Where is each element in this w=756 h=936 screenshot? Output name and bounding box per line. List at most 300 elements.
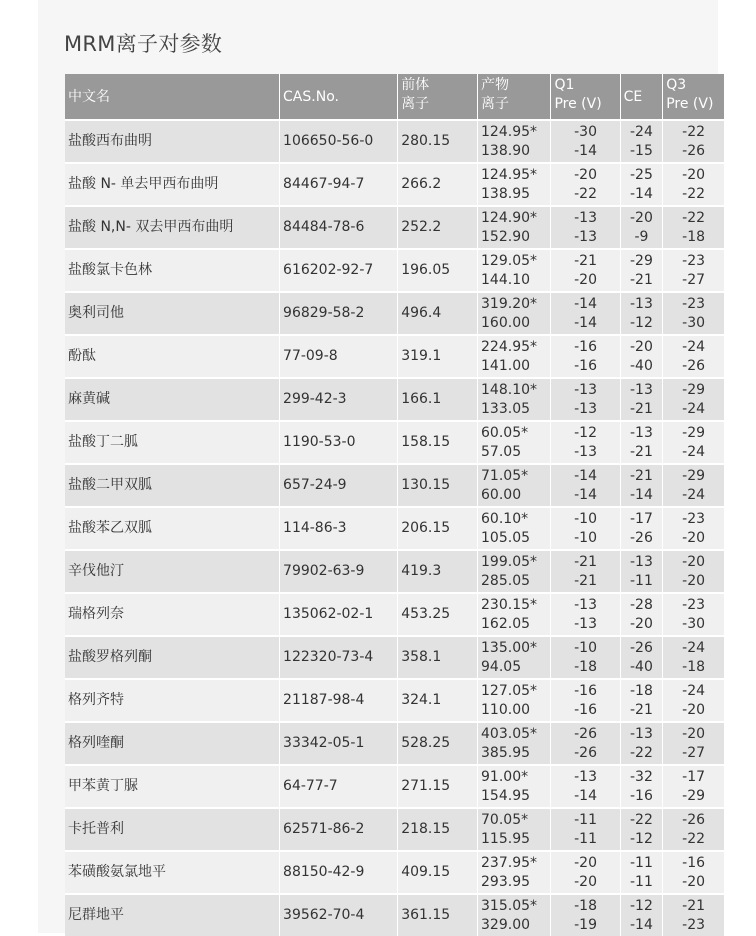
ce-secondary: -16 xyxy=(629,787,653,804)
q3-secondary: -29 xyxy=(682,787,706,804)
q1-primary: -13 xyxy=(574,209,597,226)
ce-secondary: -14 xyxy=(629,486,653,503)
ce-primary: -22 xyxy=(629,811,653,828)
product-secondary: 138.95 xyxy=(481,185,531,202)
q1-secondary: -26 xyxy=(574,744,597,761)
table-row xyxy=(65,893,725,936)
ce-primary: -28 xyxy=(629,596,653,613)
cell-cas: 77-09-8 xyxy=(280,334,398,377)
product-secondary: 152.90 xyxy=(481,228,531,245)
product-primary: 135.00* xyxy=(481,639,538,656)
ce-primary: -11 xyxy=(629,854,653,871)
cell-ce xyxy=(621,850,664,893)
q3-primary: -17 xyxy=(682,768,706,785)
cell-ce xyxy=(621,162,664,205)
q1-secondary: -20 xyxy=(574,271,597,288)
product-secondary: 293.95 xyxy=(481,873,531,890)
cell-q1 xyxy=(551,248,620,291)
table-row xyxy=(65,764,725,807)
cell-precursor: 196.05 xyxy=(398,248,478,291)
cell-name: 盐酸 N,N- 双去甲西布曲明 xyxy=(65,205,280,248)
cell-name: 奥利司他 xyxy=(65,291,280,334)
cell-cas: 106650-56-0 xyxy=(280,119,398,162)
product-primary: 129.05* xyxy=(481,252,538,269)
table-row xyxy=(65,721,725,764)
q1-secondary: -11 xyxy=(574,830,597,847)
cell-ce xyxy=(621,334,664,377)
q3-primary: -16 xyxy=(682,854,706,871)
ce-secondary: -21 xyxy=(629,400,653,417)
cell-ce xyxy=(621,893,664,936)
ce-secondary: -22 xyxy=(629,744,653,761)
cell-ce xyxy=(621,506,664,549)
cell-product xyxy=(478,334,551,377)
cell-precursor: 319.1 xyxy=(398,334,478,377)
cell-product xyxy=(478,291,551,334)
ce-secondary: -26 xyxy=(629,529,653,546)
q1-primary: -14 xyxy=(574,295,597,312)
ce-primary: -12 xyxy=(629,897,653,914)
cell-name: 尼群地平 xyxy=(65,893,280,936)
cell-precursor: 358.1 xyxy=(398,635,478,678)
cell-name: 甲苯黄丁脲 xyxy=(65,764,280,807)
ce-primary: -24 xyxy=(629,123,653,140)
cell-product xyxy=(478,678,551,721)
cell-product xyxy=(478,764,551,807)
product-primary: 319.20* xyxy=(481,295,538,312)
table-row xyxy=(65,119,725,162)
product-secondary: 60.00 xyxy=(481,486,522,503)
ce-primary: -20 xyxy=(629,338,653,355)
cell-q1 xyxy=(551,549,620,592)
product-primary: 403.05* xyxy=(481,725,538,742)
cell-q1 xyxy=(551,377,620,420)
product-primary: 127.05* xyxy=(481,682,538,699)
q1-primary: -26 xyxy=(574,725,597,742)
q1-secondary: -16 xyxy=(574,357,597,374)
cell-ce xyxy=(621,678,664,721)
q3-secondary: -20 xyxy=(682,572,706,589)
ce-secondary: -15 xyxy=(629,142,653,159)
cell-precursor: 496.4 xyxy=(398,291,478,334)
q1-secondary: -13 xyxy=(574,443,597,460)
q3-primary: -29 xyxy=(682,381,706,398)
q3-secondary: -23 xyxy=(682,916,706,933)
ce-primary: -13 xyxy=(629,424,653,441)
cell-precursor: 453.25 xyxy=(398,592,478,635)
cell-precursor: 419.3 xyxy=(398,549,478,592)
product-primary: 148.10* xyxy=(481,381,538,398)
table-row xyxy=(65,850,725,893)
table-row xyxy=(65,549,725,592)
cell-q1 xyxy=(551,893,620,936)
ce-secondary: -12 xyxy=(629,314,653,331)
cell-cas: 21187-98-4 xyxy=(280,678,398,721)
cell-q1 xyxy=(551,592,620,635)
q1-primary: -13 xyxy=(574,596,597,613)
cell-q3 xyxy=(663,592,725,635)
q1-primary: -20 xyxy=(574,166,597,183)
cell-q1 xyxy=(551,850,620,893)
ce-primary: -29 xyxy=(629,252,653,269)
cell-ce xyxy=(621,291,664,334)
table-header-row xyxy=(65,74,725,119)
cell-q1 xyxy=(551,463,620,506)
ce-primary: -21 xyxy=(629,467,653,484)
q3-secondary: -26 xyxy=(682,142,706,159)
cell-cas: 96829-58-2 xyxy=(280,291,398,334)
q1-primary: -30 xyxy=(574,123,597,140)
cell-product xyxy=(478,420,551,463)
cell-ce xyxy=(621,635,664,678)
ce-secondary: -14 xyxy=(629,916,653,933)
cell-ce xyxy=(621,119,664,162)
q1-secondary: -13 xyxy=(574,228,597,245)
header-q1: Q1 Pre (V) xyxy=(551,74,620,119)
cell-q3 xyxy=(663,420,725,463)
cell-product xyxy=(478,721,551,764)
table-row xyxy=(65,205,725,248)
product-primary: 60.05* xyxy=(481,424,529,441)
ce-primary: -13 xyxy=(629,725,653,742)
q1-secondary: -22 xyxy=(574,185,597,202)
cell-q1 xyxy=(551,635,620,678)
product-secondary: 110.00 xyxy=(481,701,531,718)
cell-q3 xyxy=(663,463,725,506)
product-secondary: 94.05 xyxy=(481,658,522,675)
cell-product xyxy=(478,248,551,291)
cell-name: 卡托普利 xyxy=(65,807,280,850)
q1-secondary: -13 xyxy=(574,400,597,417)
cell-name: 盐酸丁二胍 xyxy=(65,420,280,463)
cell-cas: 1190-53-0 xyxy=(280,420,398,463)
product-secondary: 154.95 xyxy=(481,787,531,804)
cell-q3 xyxy=(663,119,725,162)
ce-secondary: -20 xyxy=(629,615,653,632)
q1-primary: -13 xyxy=(574,381,597,398)
cell-name: 盐酸氯卡色林 xyxy=(65,248,280,291)
cell-ce xyxy=(621,549,664,592)
product-secondary: 144.10 xyxy=(481,271,531,288)
product-primary: 91.00* xyxy=(481,768,529,785)
q3-primary: -20 xyxy=(682,553,706,570)
product-primary: 60.10* xyxy=(481,510,529,527)
ce-secondary: -21 xyxy=(629,443,653,460)
q1-secondary: -14 xyxy=(574,142,597,159)
header-name: 中文名 xyxy=(65,74,280,119)
document-page xyxy=(38,0,718,933)
q3-secondary: -27 xyxy=(682,744,706,761)
cell-q3 xyxy=(663,893,725,936)
cell-q1 xyxy=(551,721,620,764)
header-q3: Q3 Pre (V) xyxy=(663,74,725,119)
ce-secondary: -11 xyxy=(629,873,653,890)
cell-product xyxy=(478,549,551,592)
q3-primary: -20 xyxy=(682,725,706,742)
q3-primary: -23 xyxy=(682,252,706,269)
table-row xyxy=(65,807,725,850)
q1-primary: -12 xyxy=(574,424,597,441)
product-secondary: 329.00 xyxy=(481,916,531,933)
q1-primary: -11 xyxy=(574,811,597,828)
q3-secondary: -30 xyxy=(682,314,706,331)
q3-primary: -21 xyxy=(682,897,706,914)
q3-primary: -24 xyxy=(682,338,706,355)
cell-q3 xyxy=(663,334,725,377)
q1-primary: -13 xyxy=(574,768,597,785)
ce-primary: -26 xyxy=(629,639,653,656)
cell-ce xyxy=(621,205,664,248)
product-primary: 124.90* xyxy=(481,209,538,226)
ce-secondary: -40 xyxy=(629,658,653,675)
product-primary: 230.15* xyxy=(481,596,538,613)
cell-ce xyxy=(621,807,664,850)
cell-q3 xyxy=(663,807,725,850)
cell-cas: 39562-70-4 xyxy=(280,893,398,936)
ce-secondary: -11 xyxy=(629,572,653,589)
product-primary: 70.05* xyxy=(481,811,529,828)
ce-primary: -13 xyxy=(629,295,653,312)
cell-q3 xyxy=(663,248,725,291)
cell-product xyxy=(478,893,551,936)
q1-secondary: -14 xyxy=(574,486,597,503)
cell-q1 xyxy=(551,678,620,721)
q3-secondary: -22 xyxy=(682,185,706,202)
q1-primary: -21 xyxy=(574,553,597,570)
cell-cas: 616202-92-7 xyxy=(280,248,398,291)
cell-cas: 299-42-3 xyxy=(280,377,398,420)
q3-secondary: -24 xyxy=(682,443,706,460)
cell-precursor: 130.15 xyxy=(398,463,478,506)
ce-secondary: -21 xyxy=(629,271,653,288)
product-secondary: 105.05 xyxy=(481,529,531,546)
q3-secondary: -22 xyxy=(682,830,706,847)
q3-primary: -24 xyxy=(682,639,706,656)
cell-product xyxy=(478,162,551,205)
cell-name: 盐酸苯乙双胍 xyxy=(65,506,280,549)
cell-precursor: 206.15 xyxy=(398,506,478,549)
product-primary: 71.05* xyxy=(481,467,529,484)
q3-secondary: -20 xyxy=(682,873,706,890)
q1-secondary: -21 xyxy=(574,572,597,589)
header-product: 产物 离子 xyxy=(478,74,551,119)
cell-precursor: 166.1 xyxy=(398,377,478,420)
cell-ce xyxy=(621,377,664,420)
cell-product xyxy=(478,592,551,635)
cell-cas: 122320-73-4 xyxy=(280,635,398,678)
cell-q1 xyxy=(551,807,620,850)
cell-ce xyxy=(621,463,664,506)
ce-primary: -20 xyxy=(629,209,653,226)
q1-primary: -21 xyxy=(574,252,597,269)
cell-q3 xyxy=(663,291,725,334)
cell-q1 xyxy=(551,506,620,549)
cell-product xyxy=(478,119,551,162)
header-ce: CE xyxy=(621,74,664,119)
table-row xyxy=(65,592,725,635)
q3-secondary: -27 xyxy=(682,271,706,288)
cell-cas: 84467-94-7 xyxy=(280,162,398,205)
q1-secondary: -18 xyxy=(574,658,597,675)
cell-product xyxy=(478,205,551,248)
q1-secondary: -10 xyxy=(574,529,597,546)
product-secondary: 285.05 xyxy=(481,572,531,589)
cell-q3 xyxy=(663,635,725,678)
cell-name: 盐酸二甲双胍 xyxy=(65,463,280,506)
q3-secondary: -18 xyxy=(682,658,706,675)
cell-cas: 62571-86-2 xyxy=(280,807,398,850)
cell-cas: 64-77-7 xyxy=(280,764,398,807)
table-row xyxy=(65,678,725,721)
q1-secondary: -16 xyxy=(574,701,597,718)
q1-primary: -16 xyxy=(574,338,597,355)
cell-product xyxy=(478,463,551,506)
ce-secondary: -40 xyxy=(629,357,653,374)
cell-precursor: 361.15 xyxy=(398,893,478,936)
cell-ce xyxy=(621,592,664,635)
ce-primary: -32 xyxy=(629,768,653,785)
q3-primary: -23 xyxy=(682,596,706,613)
table-row xyxy=(65,463,725,506)
q3-primary: -22 xyxy=(682,123,706,140)
cell-name: 盐酸 N- 单去甲西布曲明 xyxy=(65,162,280,205)
cell-cas: 657-24-9 xyxy=(280,463,398,506)
cell-precursor: 324.1 xyxy=(398,678,478,721)
cell-q3 xyxy=(663,506,725,549)
cell-cas: 114-86-3 xyxy=(280,506,398,549)
cell-name: 苯磺酸氨氯地平 xyxy=(65,850,280,893)
q3-secondary: -18 xyxy=(682,228,706,245)
cell-product xyxy=(478,635,551,678)
cell-q3 xyxy=(663,205,725,248)
ce-secondary: -12 xyxy=(629,830,653,847)
cell-q3 xyxy=(663,549,725,592)
product-primary: 124.95* xyxy=(481,166,538,183)
q1-primary: -14 xyxy=(574,467,597,484)
table-row xyxy=(65,248,725,291)
q1-secondary: -13 xyxy=(574,615,597,632)
cell-precursor: 528.25 xyxy=(398,721,478,764)
cell-name: 酚酞 xyxy=(65,334,280,377)
cell-q3 xyxy=(663,721,725,764)
product-secondary: 162.05 xyxy=(481,615,531,632)
product-secondary: 138.90 xyxy=(481,142,531,159)
q3-primary: -24 xyxy=(682,682,706,699)
cell-q1 xyxy=(551,420,620,463)
table-row xyxy=(65,377,725,420)
q3-secondary: -20 xyxy=(682,701,706,718)
ce-secondary: -9 xyxy=(634,228,649,245)
cell-q3 xyxy=(663,162,725,205)
q3-primary: -29 xyxy=(682,467,706,484)
cell-q1 xyxy=(551,205,620,248)
cell-cas: 88150-42-9 xyxy=(280,850,398,893)
product-secondary: 141.00 xyxy=(481,357,531,374)
cell-product xyxy=(478,377,551,420)
header-precursor: 前体 离子 xyxy=(398,74,478,119)
cell-q3 xyxy=(663,377,725,420)
table-row xyxy=(65,334,725,377)
cell-precursor: 266.2 xyxy=(398,162,478,205)
cell-name: 瑞格列奈 xyxy=(65,592,280,635)
ce-primary: -13 xyxy=(629,381,653,398)
q1-primary: -10 xyxy=(574,639,597,656)
cell-q3 xyxy=(663,764,725,807)
cell-cas: 135062-02-1 xyxy=(280,592,398,635)
cell-precursor: 409.15 xyxy=(398,850,478,893)
cell-q3 xyxy=(663,678,725,721)
q1-primary: -18 xyxy=(574,897,597,914)
cell-cas: 79902-63-9 xyxy=(280,549,398,592)
product-primary: 199.05* xyxy=(481,553,538,570)
cell-precursor: 252.2 xyxy=(398,205,478,248)
table-row xyxy=(65,162,725,205)
q1-primary: -16 xyxy=(574,682,597,699)
product-primary: 237.95* xyxy=(481,854,538,871)
cell-q3 xyxy=(663,850,725,893)
q3-primary: -23 xyxy=(682,295,706,312)
cell-precursor: 158.15 xyxy=(398,420,478,463)
table-row xyxy=(65,506,725,549)
cell-product xyxy=(478,807,551,850)
cell-q1 xyxy=(551,119,620,162)
product-primary: 124.95* xyxy=(481,123,538,140)
page-title: MRM离子对参数 xyxy=(64,32,223,56)
cell-cas: 84484-78-6 xyxy=(280,205,398,248)
product-secondary: 115.95 xyxy=(481,830,531,847)
ce-primary: -13 xyxy=(629,553,653,570)
cell-name: 盐酸罗格列酮 xyxy=(65,635,280,678)
cell-name: 麻黄碱 xyxy=(65,377,280,420)
mrm-parameter-table xyxy=(65,74,725,936)
q3-secondary: -24 xyxy=(682,400,706,417)
cell-ce xyxy=(621,248,664,291)
cell-q1 xyxy=(551,162,620,205)
q1-primary: -10 xyxy=(574,510,597,527)
product-secondary: 160.00 xyxy=(481,314,531,331)
table-row xyxy=(65,420,725,463)
q3-primary: -20 xyxy=(682,166,706,183)
q1-secondary: -19 xyxy=(574,916,597,933)
q3-secondary: -20 xyxy=(682,529,706,546)
q3-primary: -29 xyxy=(682,424,706,441)
cell-ce xyxy=(621,721,664,764)
product-secondary: 57.05 xyxy=(481,443,522,460)
cell-precursor: 218.15 xyxy=(398,807,478,850)
cell-cas: 33342-05-1 xyxy=(280,721,398,764)
cell-q1 xyxy=(551,291,620,334)
ce-secondary: -14 xyxy=(629,185,653,202)
cell-precursor: 280.15 xyxy=(398,119,478,162)
cell-q1 xyxy=(551,334,620,377)
q3-secondary: -26 xyxy=(682,357,706,374)
cell-name: 辛伐他汀 xyxy=(65,549,280,592)
header-cas: CAS.No. xyxy=(280,74,398,119)
q1-secondary: -20 xyxy=(574,873,597,890)
cell-product xyxy=(478,506,551,549)
q1-primary: -20 xyxy=(574,854,597,871)
q1-secondary: -14 xyxy=(574,314,597,331)
ce-primary: -17 xyxy=(629,510,653,527)
cell-q1 xyxy=(551,764,620,807)
ce-primary: -18 xyxy=(629,682,653,699)
product-secondary: 385.95 xyxy=(481,744,531,761)
cell-name: 格列齐特 xyxy=(65,678,280,721)
cell-name: 格列喹酮 xyxy=(65,721,280,764)
product-secondary: 133.05 xyxy=(481,400,531,417)
product-primary: 224.95* xyxy=(481,338,538,355)
ce-secondary: -21 xyxy=(629,701,653,718)
